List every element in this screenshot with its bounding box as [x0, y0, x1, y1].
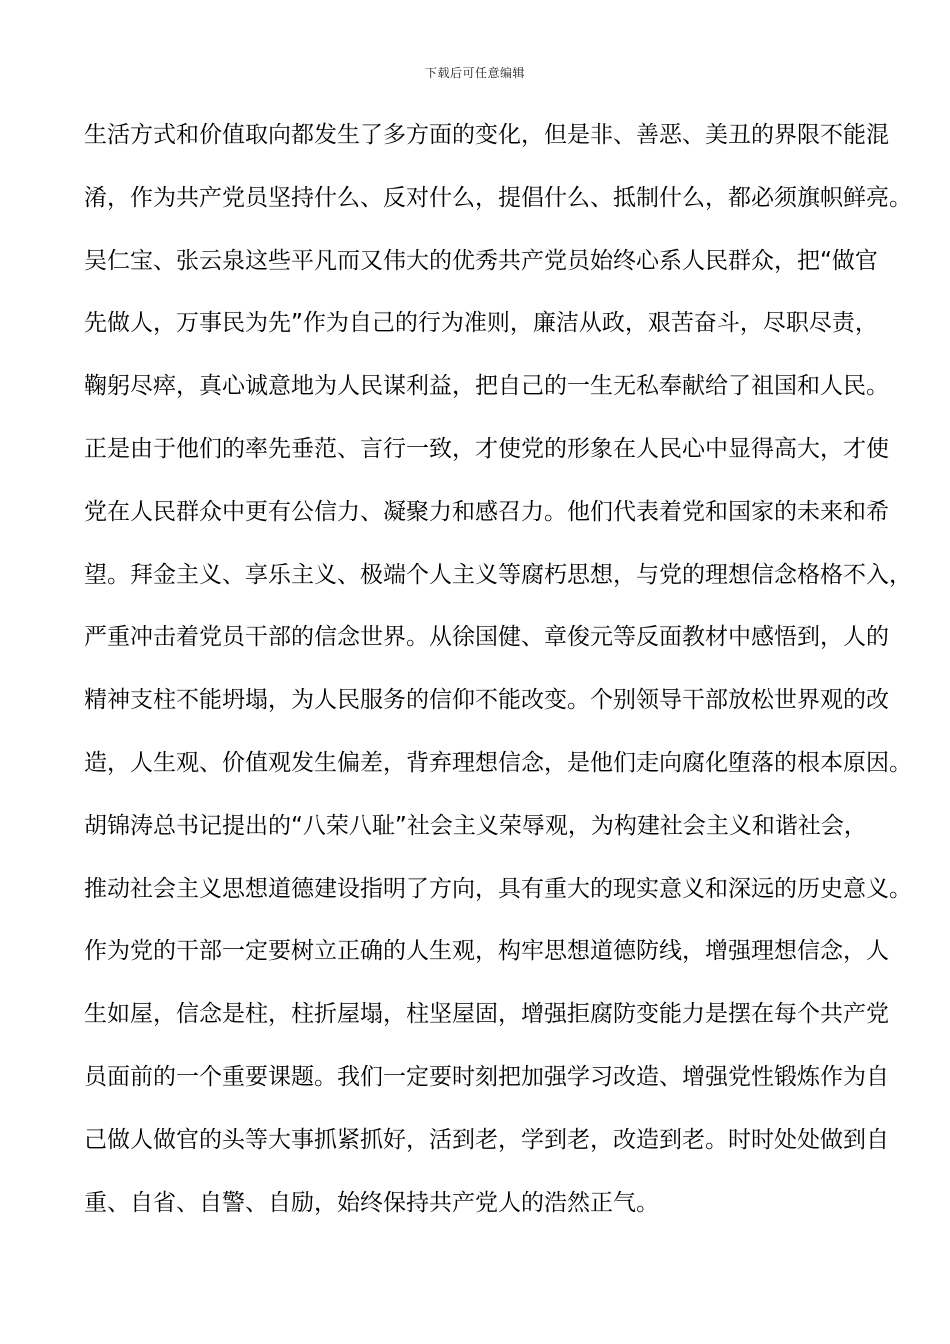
text-line: 生如屋，信念是柱，柱折屋塌，柱坚屋固，增强拒腐防变能力是摆在每个共产党 — [84, 1001, 889, 1028]
text-line: 重、自省、自警、自励，始终保持共产党人的浩然正气。 — [84, 1189, 659, 1216]
text-line: 作为党的干部一定要树立正确的人生观，构牢思想道德防线，增强理想信念，人 — [84, 938, 889, 965]
text-line: 望。拜金主义、享乐主义、极端个人主义等腐朽思想，与党的理想信念格格不入， — [84, 561, 912, 588]
text-line: 精神支柱不能坍塌，为人民服务的信仰不能改变。个别领导干部放松世界观的改 — [84, 687, 889, 714]
text-line: 鞠躬尽瘁，真心诚意地为人民谋利益，把自己的一生无私奉献给了祖国和人民。 — [84, 373, 889, 400]
text-line: 推动社会主义思想道德建设指明了方向，具有重大的现实意义和深远的历史意义。 — [84, 875, 912, 902]
text-line: 吴仁宝、张云泉这些平凡而又伟大的优秀共产党员始终心系人民群众，把“做官 — [84, 247, 878, 274]
text-line: 先做人，万事民为先”作为自己的行为准则，廉洁从政，艰苦奋斗，尽职尽责， — [84, 310, 878, 337]
text-line: 生活方式和价值取向都发生了多方面的变化，但是非、善恶、美丑的界限不能混 — [84, 122, 889, 148]
text-line: 员面前的一个重要课题。我们一定要时刻把加强学习改造、增强党性锻炼作为自 — [84, 1063, 889, 1090]
text-line: 造，人生观、价值观发生偏差，背弃理想信念，是他们走向腐化堕落的根本原因。 — [84, 749, 912, 776]
page-header: 下载后可任意编辑 — [424, 66, 525, 80]
body-text — [84, 120, 912, 1250]
text-line: 党在人民群众中更有公信力、凝聚力和感召力。他们代表着党和国家的未来和希 — [84, 498, 889, 525]
text-line: 己做人做官的头等大事抓紧抓好，活到老，学到老，改造到老。时时处处做到自 — [84, 1126, 889, 1153]
text-line: 淆，作为共产党员坚持什么、反对什么，提倡什么、抵制什么，都必须旗帜鲜亮。 — [84, 184, 912, 211]
text-line: 胡锦涛总书记提出的“八荣八耻”社会主义荣辱观，为构建社会主义和谐社会， — [84, 812, 867, 839]
text-line: 严重冲击着党员干部的信念世界。从徐国健、章俊元等反面教材中感悟到，人的 — [84, 624, 889, 651]
text-line: 正是由于他们的率先垂范、言行一致，才使党的形象在人民心中显得高大，才使 — [84, 435, 889, 462]
